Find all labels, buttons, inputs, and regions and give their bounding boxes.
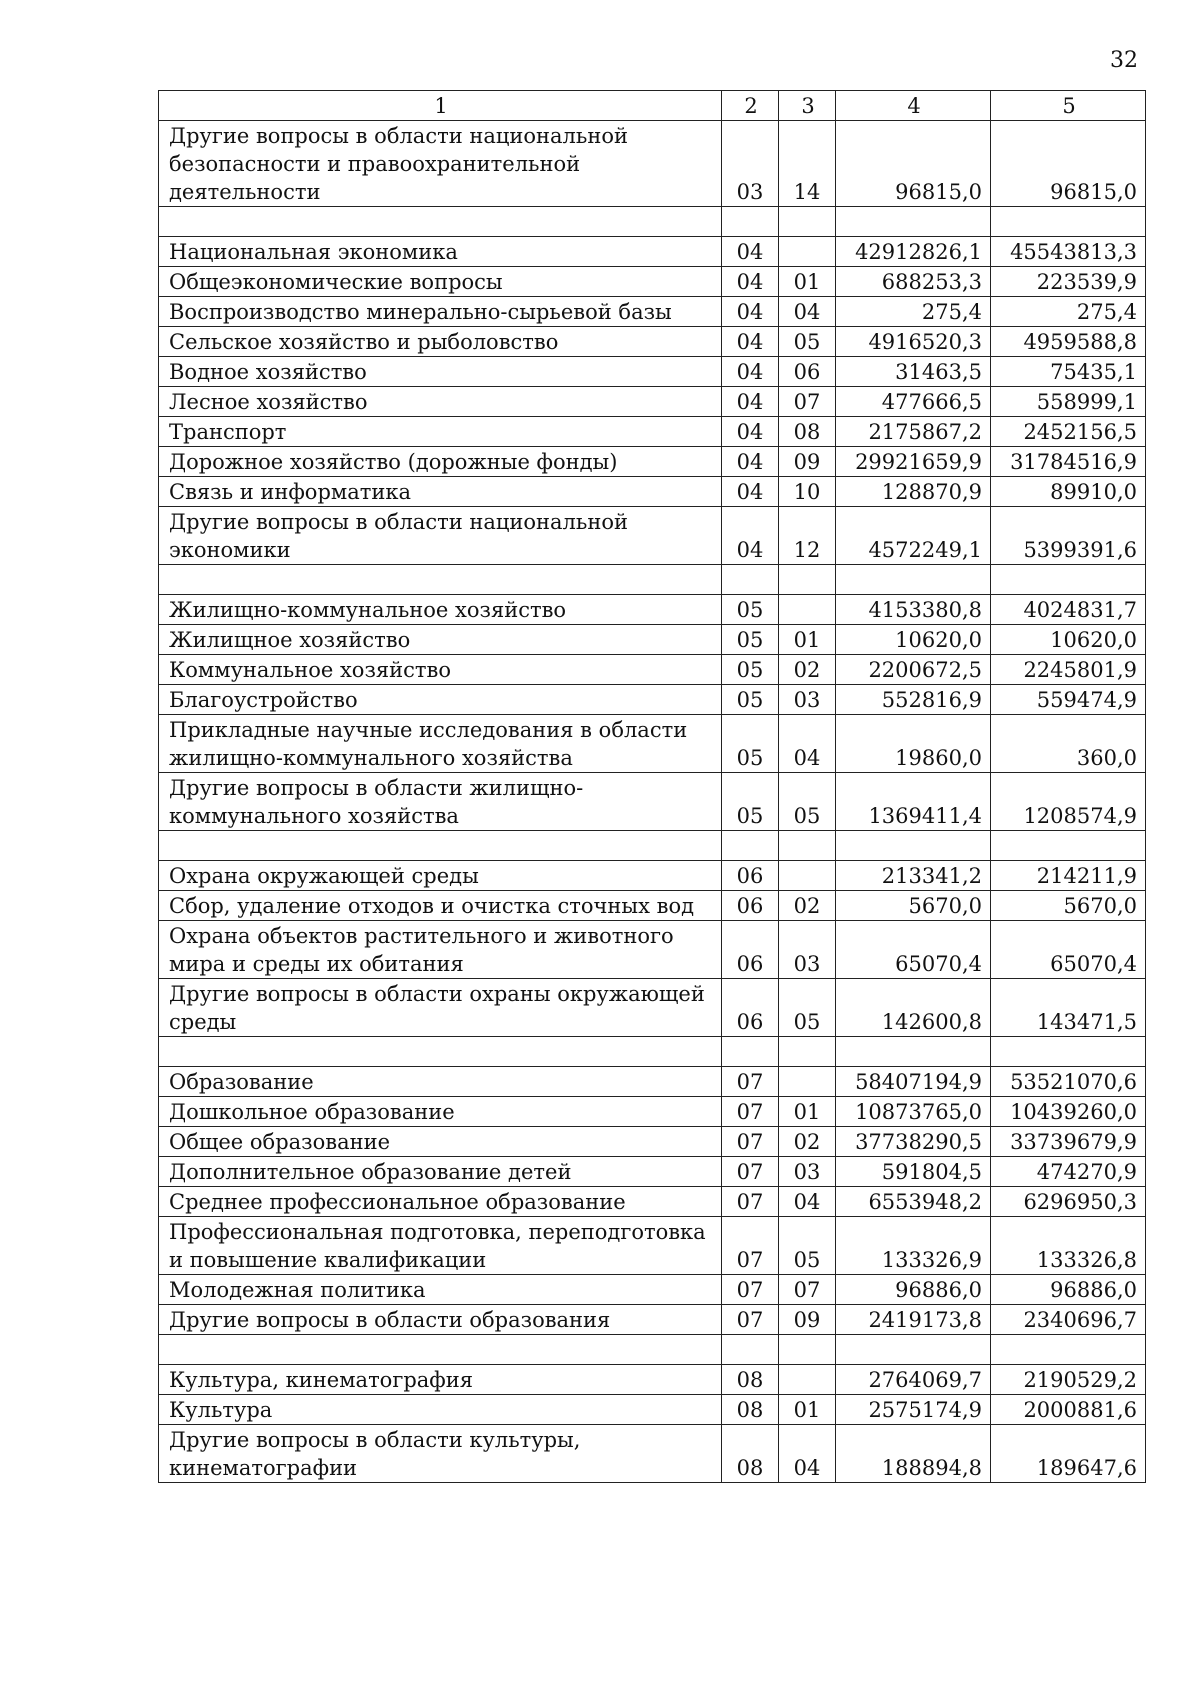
value-col5-cell: 558999,1 <box>991 387 1146 417</box>
section-code-cell: 06 <box>722 979 779 1037</box>
table-row <box>159 921 1146 979</box>
table-row <box>159 1187 1146 1217</box>
empty-cell <box>991 565 1146 595</box>
value-col5-cell: 96886,0 <box>991 1275 1146 1305</box>
empty-cell <box>159 1335 722 1365</box>
value-col4-cell: 477666,5 <box>836 387 991 417</box>
section-code-cell: 06 <box>722 921 779 979</box>
row-name-cell: Водное хозяйство <box>159 357 722 387</box>
section-code-cell: 06 <box>722 861 779 891</box>
value-col5-cell: 2190529,2 <box>991 1365 1146 1395</box>
subsection-code-cell: 12 <box>779 507 836 565</box>
empty-cell <box>836 207 991 237</box>
table-row <box>159 773 1146 831</box>
value-col5-cell: 31784516,9 <box>991 447 1146 477</box>
value-col4-cell: 213341,2 <box>836 861 991 891</box>
header-cell-2: 2 <box>722 91 779 121</box>
table-row <box>159 1275 1146 1305</box>
subsection-code-cell: 01 <box>779 625 836 655</box>
row-name-cell: Среднее профессиональное образование <box>159 1187 722 1217</box>
subsection-code-cell: 09 <box>779 1305 836 1335</box>
table-row <box>159 477 1146 507</box>
value-col4-cell: 128870,9 <box>836 477 991 507</box>
row-name-cell: Культура <box>159 1395 722 1425</box>
empty-cell <box>722 831 779 861</box>
section-code-cell: 07 <box>722 1097 779 1127</box>
table-row <box>159 861 1146 891</box>
section-code-cell: 04 <box>722 387 779 417</box>
value-col4-cell: 10620,0 <box>836 625 991 655</box>
table-row <box>159 1217 1146 1275</box>
section-code-cell: 04 <box>722 237 779 267</box>
empty-cell <box>836 831 991 861</box>
spacer-row <box>159 1037 1146 1067</box>
row-name-cell: Профессиональная подготовка, переподготовка и повышение квалификации <box>159 1217 722 1275</box>
row-name-cell: Транспорт <box>159 417 722 447</box>
table-row <box>159 685 1146 715</box>
value-col4-cell: 65070,4 <box>836 921 991 979</box>
section-code-cell: 05 <box>722 655 779 685</box>
subsection-code-cell: 08 <box>779 417 836 447</box>
value-col4-cell: 2575174,9 <box>836 1395 991 1425</box>
empty-cell <box>991 1037 1146 1067</box>
value-col5-cell: 5670,0 <box>991 891 1146 921</box>
section-code-cell: 08 <box>722 1425 779 1483</box>
section-code-cell: 08 <box>722 1395 779 1425</box>
section-code-cell: 08 <box>722 1365 779 1395</box>
section-code-cell: 04 <box>722 477 779 507</box>
empty-cell <box>836 1335 991 1365</box>
subsection-code-cell: 09 <box>779 447 836 477</box>
page-number: 32 <box>1110 48 1138 73</box>
subsection-code-cell: 10 <box>779 477 836 507</box>
empty-cell <box>779 1335 836 1365</box>
value-col4-cell: 591804,5 <box>836 1157 991 1187</box>
value-col4-cell: 96886,0 <box>836 1275 991 1305</box>
section-code-cell: 04 <box>722 417 779 447</box>
row-name-cell: Другие вопросы в области национальной безопасности и правоохранительной деятельности <box>159 121 722 207</box>
row-name-cell: Другие вопросы в области культуры, кинематографии <box>159 1425 722 1483</box>
subsection-code-cell: 01 <box>779 1097 836 1127</box>
empty-cell <box>779 565 836 595</box>
value-col5-cell: 1208574,9 <box>991 773 1146 831</box>
subsection-code-cell: 02 <box>779 655 836 685</box>
table-row <box>159 417 1146 447</box>
value-col5-cell: 360,0 <box>991 715 1146 773</box>
value-col5-cell: 5399391,6 <box>991 507 1146 565</box>
table-row <box>159 1157 1146 1187</box>
subsection-code-cell: 01 <box>779 1395 836 1425</box>
section-code-cell: 07 <box>722 1187 779 1217</box>
value-col4-cell: 2200672,5 <box>836 655 991 685</box>
value-col5-cell: 474270,9 <box>991 1157 1146 1187</box>
table-row <box>159 267 1146 297</box>
subsection-code-cell: 03 <box>779 1157 836 1187</box>
value-col4-cell: 31463,5 <box>836 357 991 387</box>
table-row <box>159 1127 1146 1157</box>
value-col5-cell: 2340696,7 <box>991 1305 1146 1335</box>
subsection-code-cell: 05 <box>779 1217 836 1275</box>
section-code-cell: 04 <box>722 447 779 477</box>
value-col4-cell: 10873765,0 <box>836 1097 991 1127</box>
value-col4-cell: 96815,0 <box>836 121 991 207</box>
value-col4-cell: 4153380,8 <box>836 595 991 625</box>
table-row <box>159 237 1146 267</box>
empty-cell <box>722 1037 779 1067</box>
section-code-cell: 04 <box>722 507 779 565</box>
row-name-cell: Благоустройство <box>159 685 722 715</box>
table-row <box>159 891 1146 921</box>
subsection-code-cell: 02 <box>779 1127 836 1157</box>
row-name-cell: Дорожное хозяйство (дорожные фонды) <box>159 447 722 477</box>
value-col4-cell: 188894,8 <box>836 1425 991 1483</box>
table-row <box>159 655 1146 685</box>
section-code-cell: 07 <box>722 1067 779 1097</box>
spacer-row <box>159 207 1146 237</box>
table-row <box>159 1395 1146 1425</box>
table-row <box>159 715 1146 773</box>
section-code-cell: 07 <box>722 1157 779 1187</box>
section-code-cell: 07 <box>722 1217 779 1275</box>
section-code-cell: 06 <box>722 891 779 921</box>
subsection-code-cell <box>779 237 836 267</box>
value-col5-cell: 214211,9 <box>991 861 1146 891</box>
value-col4-cell: 4916520,3 <box>836 327 991 357</box>
value-col5-cell: 4959588,8 <box>991 327 1146 357</box>
table-row <box>159 297 1146 327</box>
value-col4-cell: 4572249,1 <box>836 507 991 565</box>
value-col4-cell: 2419173,8 <box>836 1305 991 1335</box>
subsection-code-cell: 07 <box>779 387 836 417</box>
empty-cell <box>779 831 836 861</box>
row-name-cell: Другие вопросы в области жилищно-коммунального хозяйства <box>159 773 722 831</box>
empty-cell <box>991 1335 1146 1365</box>
row-name-cell: Жилищно-коммунальное хозяйство <box>159 595 722 625</box>
row-name-cell: Молодежная политика <box>159 1275 722 1305</box>
row-name-cell: Сельское хозяйство и рыболовство <box>159 327 722 357</box>
row-name-cell: Общее образование <box>159 1127 722 1157</box>
row-name-cell: Прикладные научные исследования в области жилищно-коммунального хозяйства <box>159 715 722 773</box>
row-name-cell: Образование <box>159 1067 722 1097</box>
row-name-cell: Другие вопросы в области охраны окружающей среды <box>159 979 722 1037</box>
value-col4-cell: 552816,9 <box>836 685 991 715</box>
value-col4-cell: 275,4 <box>836 297 991 327</box>
section-code-cell: 05 <box>722 773 779 831</box>
value-col4-cell: 58407194,9 <box>836 1067 991 1097</box>
value-col5-cell: 10620,0 <box>991 625 1146 655</box>
value-col5-cell: 223539,9 <box>991 267 1146 297</box>
table-row <box>159 1305 1146 1335</box>
table-row <box>159 1097 1146 1127</box>
empty-cell <box>722 1335 779 1365</box>
row-name-cell: Дополнительное образование детей <box>159 1157 722 1187</box>
value-col5-cell: 96815,0 <box>991 121 1146 207</box>
empty-cell <box>159 831 722 861</box>
value-col4-cell: 5670,0 <box>836 891 991 921</box>
value-col4-cell: 2764069,7 <box>836 1365 991 1395</box>
subsection-code-cell <box>779 1365 836 1395</box>
subsection-code-cell: 03 <box>779 921 836 979</box>
spacer-row <box>159 565 1146 595</box>
section-code-cell: 05 <box>722 595 779 625</box>
empty-cell <box>836 1037 991 1067</box>
value-col4-cell: 1369411,4 <box>836 773 991 831</box>
row-name-cell: Коммунальное хозяйство <box>159 655 722 685</box>
section-code-cell: 03 <box>722 121 779 207</box>
subsection-code-cell <box>779 1067 836 1097</box>
empty-cell <box>722 207 779 237</box>
subsection-code-cell: 06 <box>779 357 836 387</box>
header-cell-1: 1 <box>159 91 722 121</box>
header-cell-5: 5 <box>991 91 1146 121</box>
value-col5-cell: 65070,4 <box>991 921 1146 979</box>
row-name-cell: Лесное хозяйство <box>159 387 722 417</box>
empty-cell <box>779 1037 836 1067</box>
table-row <box>159 625 1146 655</box>
section-code-cell: 07 <box>722 1127 779 1157</box>
table-row <box>159 1067 1146 1097</box>
value-col5-cell: 33739679,9 <box>991 1127 1146 1157</box>
value-col5-cell: 75435,1 <box>991 357 1146 387</box>
table-row <box>159 979 1146 1037</box>
row-name-cell: Связь и информатика <box>159 477 722 507</box>
subsection-code-cell: 02 <box>779 891 836 921</box>
table-row <box>159 357 1146 387</box>
value-col5-cell: 89910,0 <box>991 477 1146 507</box>
value-col4-cell: 29921659,9 <box>836 447 991 477</box>
row-name-cell: Сбор, удаление отходов и очистка сточных вод <box>159 891 722 921</box>
row-name-cell: Общеэкономические вопросы <box>159 267 722 297</box>
value-col5-cell: 2452156,5 <box>991 417 1146 447</box>
empty-cell <box>991 207 1146 237</box>
table-row <box>159 507 1146 565</box>
row-name-cell: Дошкольное образование <box>159 1097 722 1127</box>
section-code-cell: 05 <box>722 625 779 655</box>
subsection-code-cell: 04 <box>779 1425 836 1483</box>
value-col5-cell: 45543813,3 <box>991 237 1146 267</box>
value-col5-cell: 189647,6 <box>991 1425 1146 1483</box>
subsection-code-cell: 04 <box>779 1187 836 1217</box>
table-row <box>159 447 1146 477</box>
subsection-code-cell: 07 <box>779 1275 836 1305</box>
value-col4-cell: 688253,3 <box>836 267 991 297</box>
section-code-cell: 07 <box>722 1275 779 1305</box>
empty-cell <box>836 565 991 595</box>
row-name-cell: Воспроизводство минерально-сырьевой базы <box>159 297 722 327</box>
header-cell-3: 3 <box>779 91 836 121</box>
subsection-code-cell: 05 <box>779 979 836 1037</box>
spacer-row <box>159 1335 1146 1365</box>
row-name-cell: Другие вопросы в области образования <box>159 1305 722 1335</box>
row-name-cell: Охрана объектов растительного и животного мира и среды их обитания <box>159 921 722 979</box>
value-col5-cell: 559474,9 <box>991 685 1146 715</box>
row-name-cell: Охрана окружающей среды <box>159 861 722 891</box>
section-code-cell: 04 <box>722 267 779 297</box>
section-code-cell: 05 <box>722 715 779 773</box>
value-col5-cell: 6296950,3 <box>991 1187 1146 1217</box>
subsection-code-cell: 05 <box>779 327 836 357</box>
value-col5-cell: 2000881,6 <box>991 1395 1146 1425</box>
value-col5-cell: 10439260,0 <box>991 1097 1146 1127</box>
subsection-code-cell: 04 <box>779 715 836 773</box>
table-row <box>159 1365 1146 1395</box>
row-name-cell: Культура, кинематография <box>159 1365 722 1395</box>
value-col5-cell: 53521070,6 <box>991 1067 1146 1097</box>
value-col4-cell: 133326,9 <box>836 1217 991 1275</box>
subsection-code-cell: 14 <box>779 121 836 207</box>
empty-cell <box>159 207 722 237</box>
row-name-cell: Национальная экономика <box>159 237 722 267</box>
value-col4-cell: 6553948,2 <box>836 1187 991 1217</box>
table-row <box>159 121 1146 207</box>
value-col4-cell: 37738290,5 <box>836 1127 991 1157</box>
empty-cell <box>159 565 722 595</box>
table-header-row <box>159 91 1146 121</box>
value-col4-cell: 19860,0 <box>836 715 991 773</box>
value-col4-cell: 142600,8 <box>836 979 991 1037</box>
value-col4-cell: 42912826,1 <box>836 237 991 267</box>
row-name-cell: Жилищное хозяйство <box>159 625 722 655</box>
empty-cell <box>159 1037 722 1067</box>
subsection-code-cell: 03 <box>779 685 836 715</box>
subsection-code-cell: 04 <box>779 297 836 327</box>
row-name-cell: Другие вопросы в области национальной экономики <box>159 507 722 565</box>
table-row <box>159 595 1146 625</box>
subsection-code-cell: 05 <box>779 773 836 831</box>
value-col5-cell: 4024831,7 <box>991 595 1146 625</box>
value-col5-cell: 143471,5 <box>991 979 1146 1037</box>
section-code-cell: 04 <box>722 327 779 357</box>
header-cell-4: 4 <box>836 91 991 121</box>
section-code-cell: 05 <box>722 685 779 715</box>
empty-cell <box>991 831 1146 861</box>
value-col5-cell: 275,4 <box>991 297 1146 327</box>
value-col5-cell: 2245801,9 <box>991 655 1146 685</box>
table-row <box>159 387 1146 417</box>
table-row <box>159 327 1146 357</box>
budget-table <box>158 90 1146 1483</box>
section-code-cell: 04 <box>722 357 779 387</box>
section-code-cell: 07 <box>722 1305 779 1335</box>
subsection-code-cell <box>779 595 836 625</box>
empty-cell <box>779 207 836 237</box>
spacer-row <box>159 831 1146 861</box>
budget-table-body <box>159 91 1146 1483</box>
table-row <box>159 1425 1146 1483</box>
subsection-code-cell: 01 <box>779 267 836 297</box>
value-col4-cell: 2175867,2 <box>836 417 991 447</box>
subsection-code-cell <box>779 861 836 891</box>
value-col5-cell: 133326,8 <box>991 1217 1146 1275</box>
section-code-cell: 04 <box>722 297 779 327</box>
empty-cell <box>722 565 779 595</box>
